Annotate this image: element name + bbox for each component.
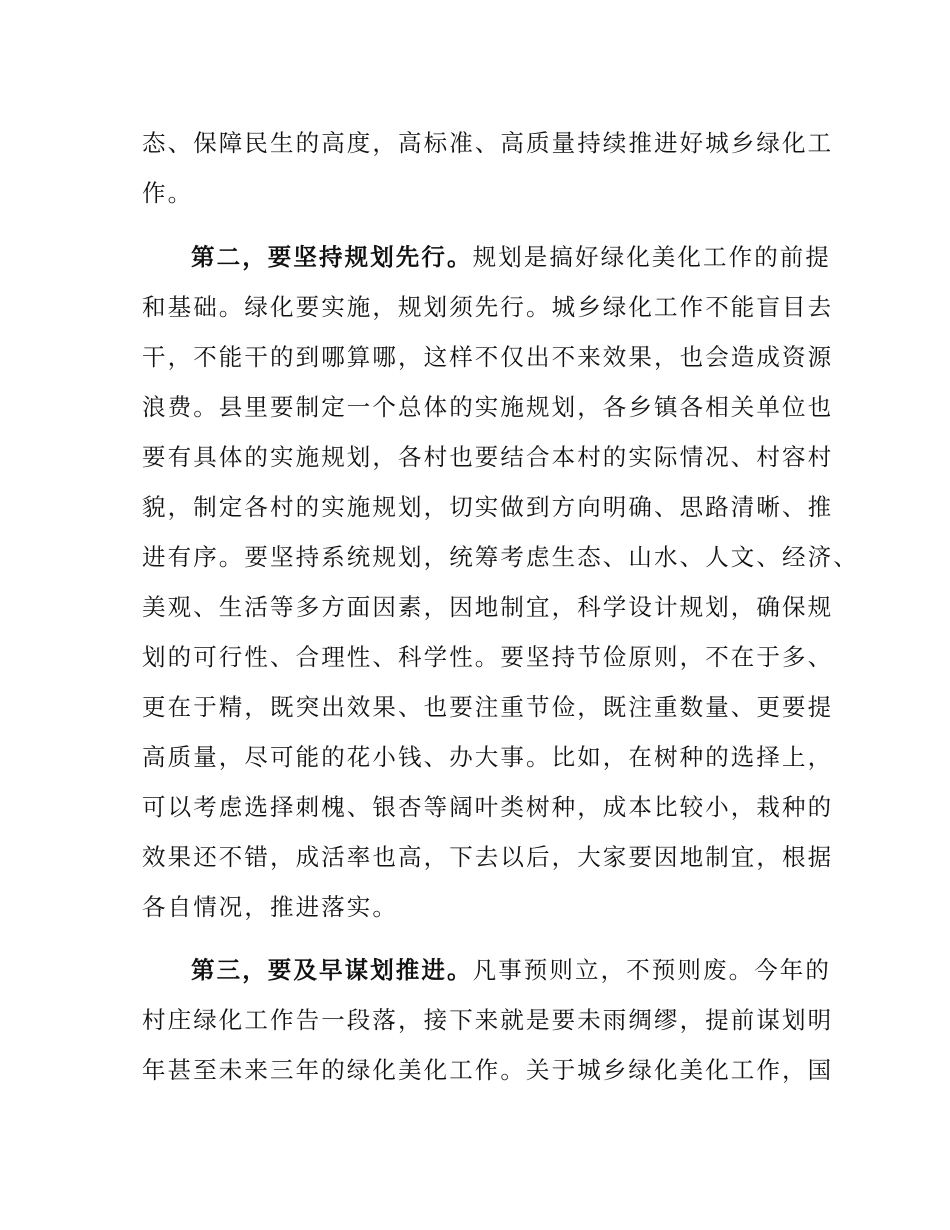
text-line: 进有序。要坚持系统规划，统筹考虑生态、山水、人文、经济、 [142, 543, 859, 571]
text-line: 作。 [142, 179, 194, 207]
text-line: 高质量，尽可能的花小钱、办大事。比如，在树种的选择上， [142, 743, 834, 771]
text-line: 年甚至未来三年的绿化美化工作。关于城乡绿化美化工作，国 [142, 1056, 834, 1084]
text-line: 各自情况，推进落实。 [142, 893, 398, 921]
text-line: 和基础。绿化要实施，规划须先行。城乡绿化工作不能盲目去 [142, 293, 834, 321]
text-run: 凡事预则立，不预则废。今年的 [472, 956, 832, 984]
paragraph-continuation [142, 118, 832, 218]
text-line: 要有具体的实施规划，各村也要结合本村的实际情况、村容村 [142, 443, 834, 471]
text-line: 可以考虑选择刺槐、银杏等阔叶类树种，成本比较小，栽种的 [142, 793, 834, 821]
text-line: 貌，制定各村的实施规划，切实做到方向明确、思路清晰、推 [142, 493, 834, 521]
text-run: 规划是搞好绿化美化工作的前提 [472, 243, 832, 271]
paragraph-heading: 第二，要坚持规划先行。 [191, 243, 473, 271]
text-line: 态、保障民生的高度，高标准、高质量持续推进好城乡绿化工 [142, 129, 834, 157]
paragraph-first-line [142, 945, 832, 995]
text-line: 村庄绿化工作告一段落，接下来就是要未雨绸缪，提前谋划明 [142, 1006, 834, 1034]
text-line: 效果还不错，成活率也高，下去以后，大家要因地制宜，根据 [142, 843, 834, 871]
paragraph-planning-first [142, 232, 859, 932]
paragraph-heading: 第三，要及早谋划推进。 [191, 956, 473, 984]
paragraph-early-planning [142, 945, 832, 1095]
text-line: 美观、生活等多方面因素，因地制宜，科学设计规划，确保规 [142, 593, 834, 621]
text-line: 更在于精，既突出效果、也要注重节俭，既注重数量、更要提 [142, 693, 834, 721]
paragraph-first-line [142, 232, 832, 282]
text-line: 浪费。县里要制定一个总体的实施规划，各乡镇各相关单位也 [142, 393, 834, 421]
text-line: 划的可行性、合理性、科学性。要坚持节俭原则，不在于多、 [142, 643, 834, 671]
text-line: 干，不能干的到哪算哪，这样不仅出不来效果，也会造成资源 [142, 343, 834, 371]
